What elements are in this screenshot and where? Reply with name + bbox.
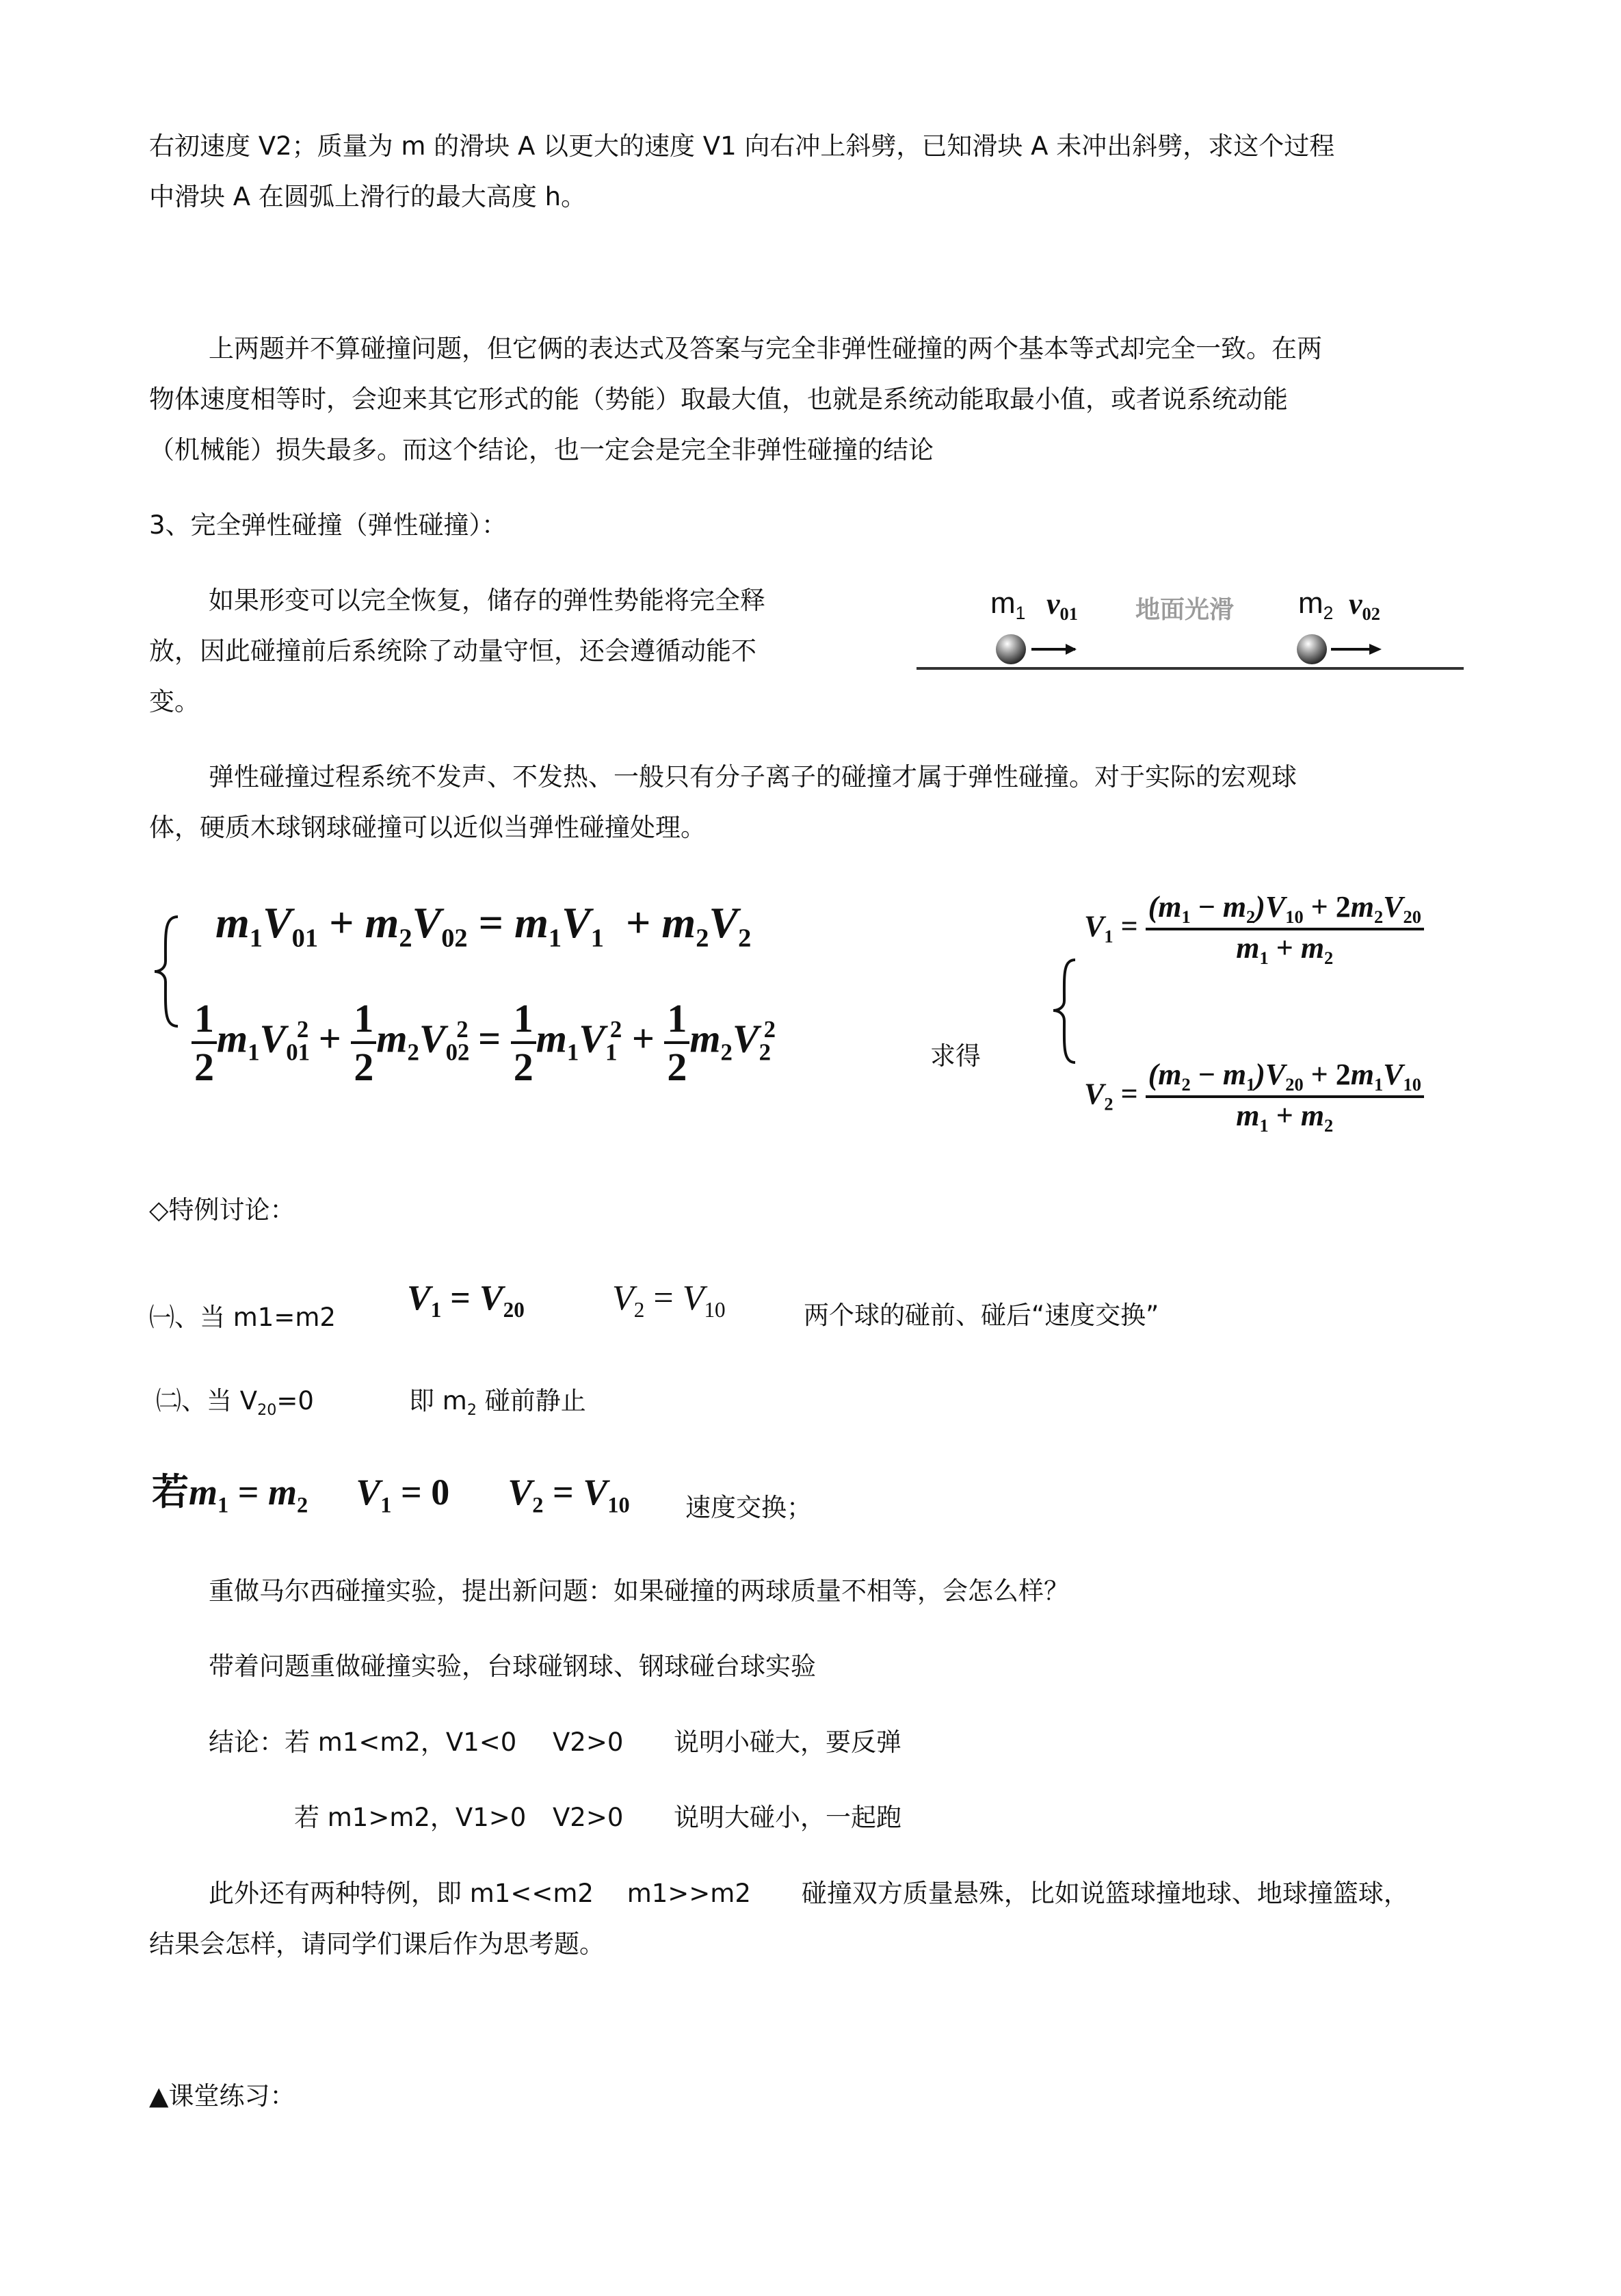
case2-note: 即 $m_2$ 碰前静止 bbox=[409, 1386, 586, 1419]
case1-note: 两个球的碰前、碰后“速度交换” bbox=[804, 1301, 1159, 1330]
conclusion-2-note: 说明大碰小，一起跑 bbox=[674, 1803, 901, 1832]
intro-line-2: 中滑块 A 在圆弧上滑行的最大高度 h。 bbox=[149, 182, 587, 211]
arrow-v01-head bbox=[1066, 644, 1077, 655]
ball-m2 bbox=[1297, 634, 1327, 664]
case2-label: ㈡、当 $V_{20}=0$ bbox=[156, 1386, 314, 1419]
case2b-equations: 若$m_1 = m_2$ $V_1 = 0$ $V_2 = V_{10}$ bbox=[152, 1472, 630, 1518]
left-brace bbox=[150, 913, 185, 1030]
label-v02: $v_{02}$ bbox=[1349, 587, 1380, 625]
solve-label: 求得 bbox=[930, 1041, 981, 1071]
label-m1: $m_1$ bbox=[990, 586, 1026, 624]
section-p2-line-1: 弹性碰撞过程系统不发声、不发热、一般只有分子离子的碰撞才属于弹性碰撞。对于实际的宏观球 bbox=[209, 762, 1297, 792]
experiment-line-1: 重做马尔西碰撞实验，提出新问题：如果碰撞的两球质量不相等，会怎么样？ bbox=[209, 1576, 1069, 1606]
section-p1-line-2: 放，因此碰撞前后系统除了动量守恒，还会遵循动能不 bbox=[149, 636, 756, 666]
arrow-v02-head bbox=[1369, 644, 1382, 655]
summary-line-1: 上两题并不算碰撞问题，但它俩的表达式及答案与完全非弹性碰撞的两个基本等式却完全一致。在两 bbox=[209, 334, 1322, 363]
conclusion-2-v2: V2>0 bbox=[553, 1803, 624, 1832]
conclusion-1-label: 结论：若 m1<m2，V1<0 bbox=[209, 1727, 517, 1757]
label-smooth-ground: 地面光滑 bbox=[1135, 596, 1235, 624]
collision-figure bbox=[917, 578, 1477, 688]
extra-line-1: 此外还有两种特例，即 m1<<m2 m1>>m2 碰撞双方质量悬殊，比如说篮球撞地球、地球撞篮球， bbox=[209, 1879, 1409, 1908]
section-p2-line-2: 体，硬质木球钢球碰撞可以近似当弹性碰撞处理。 bbox=[149, 813, 706, 842]
energy-equation: $\frac{1}{2}$ $m_1V_{01}^2$ + $\frac{1}{2}$ $m_2V_{02}^2$ = $\frac{1}{2}$ $m_1V_1^2$ + $\frac{1}{2}$ $m_2V_2^2$ bbox=[192, 995, 776, 1090]
exercise-heading: ▲课堂练习： bbox=[149, 2081, 295, 2111]
summary-line-3: （机械能）损失最多。而这个结论，也一定会是完全非弹性碰撞的结论 bbox=[149, 435, 934, 465]
case1-label: ㈠、当 m1=m2 bbox=[149, 1303, 336, 1332]
v1-solution: $V_1$ = $\frac{(m_1 - m_2)V_{10} + 2m_2V_{20}}{m_1 + m_2}$ bbox=[1084, 889, 1424, 969]
right-brace bbox=[1048, 956, 1082, 1066]
v2-solution: $V_2$ = $\frac{(m_2 - m_1)V_{20} + 2m_1V_{10}}{m_1 + m_2}$ bbox=[1084, 1057, 1424, 1136]
section-heading: 3、完全弹性碰撞（弹性碰撞）： bbox=[149, 510, 508, 540]
intro-line-1: 右初速度 V2；质量为 m 的滑块 A 以更大的速度 V1 向右冲上斜劈，已知滑块 A 未冲出斜劈，求这个过程 bbox=[149, 131, 1335, 161]
conclusion-1-v2: V2>0 bbox=[553, 1727, 624, 1757]
label-m2: $m_2$ bbox=[1298, 586, 1334, 624]
case1-eq-v2: $V_2 = V_{10}$ bbox=[612, 1279, 726, 1322]
label-v01: $v_{01}$ bbox=[1046, 587, 1078, 625]
conclusion-2-label: 若 m1>m2，V1>0 bbox=[294, 1803, 527, 1832]
conclusion-1-note: 说明小碰大，要反弹 bbox=[674, 1727, 901, 1757]
case2b-note: 速度交换； bbox=[685, 1493, 812, 1522]
summary-line-2: 物体速度相等时，会迎来其它形式的能（势能）取最大值，也就是系统动能取最小值，或者说系统动能 bbox=[149, 384, 1288, 414]
section-p1-line-3: 变。 bbox=[149, 687, 200, 716]
momentum-equation: $m_1V_{01} + m_2V_{02} = m_1V_1 + m_2V_2$ bbox=[215, 898, 752, 953]
section-p1-line-1: 如果形变可以完全恢复，储存的弹性势能将完全释 bbox=[209, 586, 765, 615]
extra-line-2: 结果会怎样，请同学们课后作为思考题。 bbox=[149, 1929, 605, 1959]
special-heading: ◇特例讨论： bbox=[149, 1195, 295, 1225]
experiment-line-2: 带着问题重做碰撞实验，台球碰钢球、钢球碰台球实验 bbox=[209, 1652, 816, 1681]
case1-eq-v1: $V_1 = V_{20}$ bbox=[407, 1279, 525, 1322]
ball-m1 bbox=[996, 634, 1026, 664]
